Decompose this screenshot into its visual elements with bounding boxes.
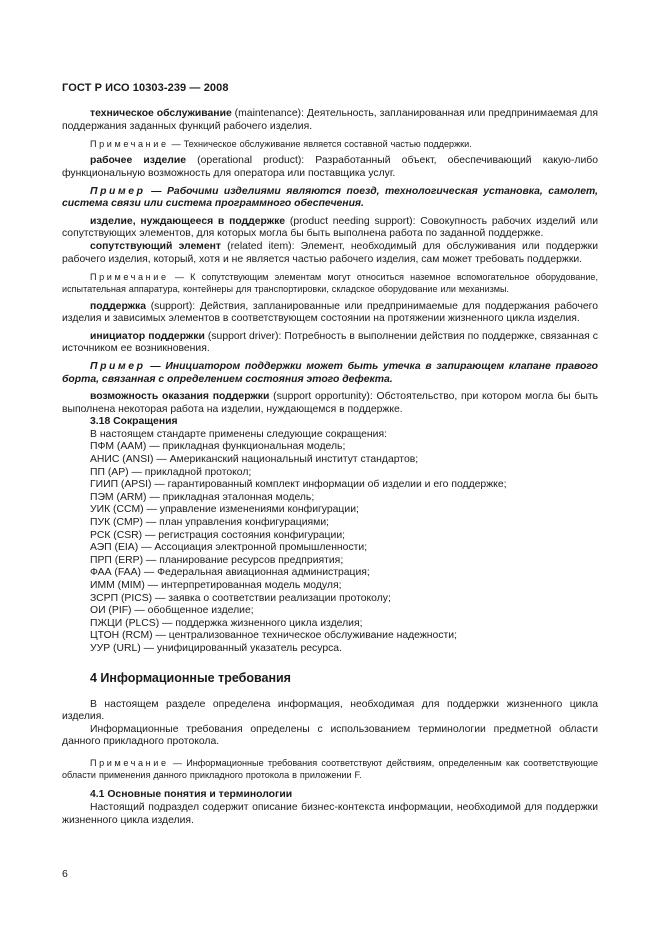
term: возможность оказания поддержки	[90, 391, 270, 403]
list-item: ЗСРП (PICS) — заявка о соответствии реализации протоколу;	[90, 592, 391, 604]
section-paragraph: В настоящем разделе определена информация, необходимая для поддержки жизненного цикла изделия.	[62, 698, 598, 723]
subsection-title-abbreviations: 3.18 Сокращения	[90, 416, 178, 428]
term: поддержка	[90, 300, 147, 312]
term: изделие, нуждающееся в поддержке	[90, 215, 286, 227]
abbreviations-list	[62, 441, 598, 655]
example-label: Пример	[90, 360, 146, 372]
list-item: ФАА (FAA) — Федеральная авиационная администрация;	[90, 567, 370, 579]
definition-maintenance	[62, 108, 598, 133]
list-item: ГИИП (APSI) — гарантированный комплект информации об изделии и его поддержке;	[90, 479, 507, 491]
page-number: 6	[62, 868, 68, 880]
note-label: Примечание	[90, 272, 169, 283]
list-item: ИММ (MIM) — интерпретированная модель модуля;	[90, 580, 342, 592]
example-text: — Рабочими изделиями являются поезд, технологическая установка, самолет, система связи или система программного обеспечения.	[62, 185, 598, 210]
definition-related-item	[62, 241, 598, 266]
example-text: — Инициатором поддержки может быть утечка в запирающем клапане правого борта, связанная с определением состояния этого дефекта.	[62, 360, 598, 385]
definition-text: (support opportunity): Обстоятельство, при котором могла бы быть выполнена некоторая работа на изделии, нуждающемся в поддержке.	[62, 391, 598, 415]
document-header: ГОСТ Р ИСО 10303-239 — 2008	[62, 82, 229, 94]
section-paragraph: Настоящий подраздел содержит описание бизнес-контекста информации, необходимой для поддержки жизненного цикла изделия.	[62, 801, 598, 826]
example-support-driver	[62, 361, 598, 386]
example-operational-product	[62, 186, 598, 211]
example-label: Пример	[90, 185, 146, 197]
section-paragraph: Информационные требования определены с использованием терминологии предметной области данного прикладного протокола.	[62, 723, 598, 748]
term: инициатор поддержки	[90, 330, 205, 342]
list-item: ЦТОН (RCM) — централизованное техническое обслуживание надежности;	[90, 630, 457, 642]
note-maintenance	[62, 138, 598, 150]
note-label: Примечание	[90, 757, 169, 768]
note-section	[62, 757, 598, 781]
definition-text: (maintenance): Деятельность, запланированная или предпринимаемая для поддержания заданных функций рабочего изделия.	[62, 108, 598, 132]
list-item: АЭП (EIA) — Ассоциация электронной промышленности;	[90, 542, 368, 554]
note-text: — Информационные требования соответствуют действиям, определенным как соответствующие области применения данного прикладного протокола в приложении F.	[62, 757, 598, 781]
list-item: РСК (CSR) — регистрация состояния конфигурации;	[90, 529, 346, 541]
definition-support-opportunity	[62, 391, 598, 416]
definition-text: (product needing support): Совокупность рабочих изделий или сопутствующих элементов, для которых могла бы быть выполнена работа по заданной поддержке.	[62, 215, 599, 240]
definition-text: (support): Действия, запланированные или предпринимаемые для поддержания рабочего изделия и зависимых элементов в соответствующем состоянии на протяжении жизненного цикла изделия.	[62, 300, 598, 325]
definition-text: (support driver): Потребность в выполнении действия по поддержке, связанная с источником ее возникновения.	[62, 330, 599, 355]
definition-support	[62, 301, 598, 326]
list-item: ОИ (PIF) — обобщенное изделие;	[90, 605, 254, 617]
definition-operational-product	[62, 155, 598, 180]
list-item: ПЖЦИ (PLCS) — поддержка жизненного цикла изделия;	[90, 617, 363, 629]
list-item: ПП (AP) — прикладной протокол;	[90, 466, 252, 478]
term: сопутствующий элемент	[90, 240, 221, 252]
abbreviations-intro: В настоящем стандарте применены следующие сокращения:	[90, 428, 387, 440]
list-item: ПРП (ERP) — планирование ресурсов предприятия;	[90, 554, 344, 566]
list-item: ПУК (CMP) — план управления конфигурациями;	[90, 517, 330, 529]
term: рабочее изделие	[90, 155, 187, 167]
list-item: УИК (CCM) — управление изменениями конфигурации;	[90, 504, 359, 516]
document-body	[62, 108, 598, 827]
note-text: — К сопутствующим элементам могут относиться наземное вспомогательное оборудование, испытательная аппаратура, контейнеры для транспортировки, складское оборудование или механизмы.	[62, 272, 598, 295]
section-title: 4 Информационные требования	[90, 670, 291, 685]
note-related-item	[62, 271, 598, 295]
subsection-title: 4.1 Основные понятия и терминологии	[90, 789, 293, 801]
definition-product-needing-support	[62, 216, 598, 241]
list-item: ПЭМ (ARM) — прикладная эталонная модель;	[90, 491, 315, 503]
definition-support-driver	[62, 331, 598, 356]
term: техническое обслуживание	[90, 108, 232, 119]
note-label: Примечание	[90, 139, 169, 150]
list-item: УУР (URL) — унифицированный указатель ресурса.	[90, 642, 342, 654]
definition-text: (related item): Элемент, необходимый для обслуживания или поддержки рабочего изделия, который, хотя и не является частью рабочего изделия, сам может требовать поддержки.	[62, 240, 598, 265]
list-item: АНИС (ANSI) — Американский национальный институт стандартов;	[90, 454, 419, 466]
definition-text: (operational product): Разработанный объект, обеспечивающий какую-либо функциональную возможность для оператора или поставщика услуг.	[62, 155, 598, 179]
list-item: ПФМ (AAM) — прикладная функциональная модель;	[90, 441, 346, 453]
note-text: — Техническое обслуживание является составной частью поддержки.	[168, 139, 472, 150]
